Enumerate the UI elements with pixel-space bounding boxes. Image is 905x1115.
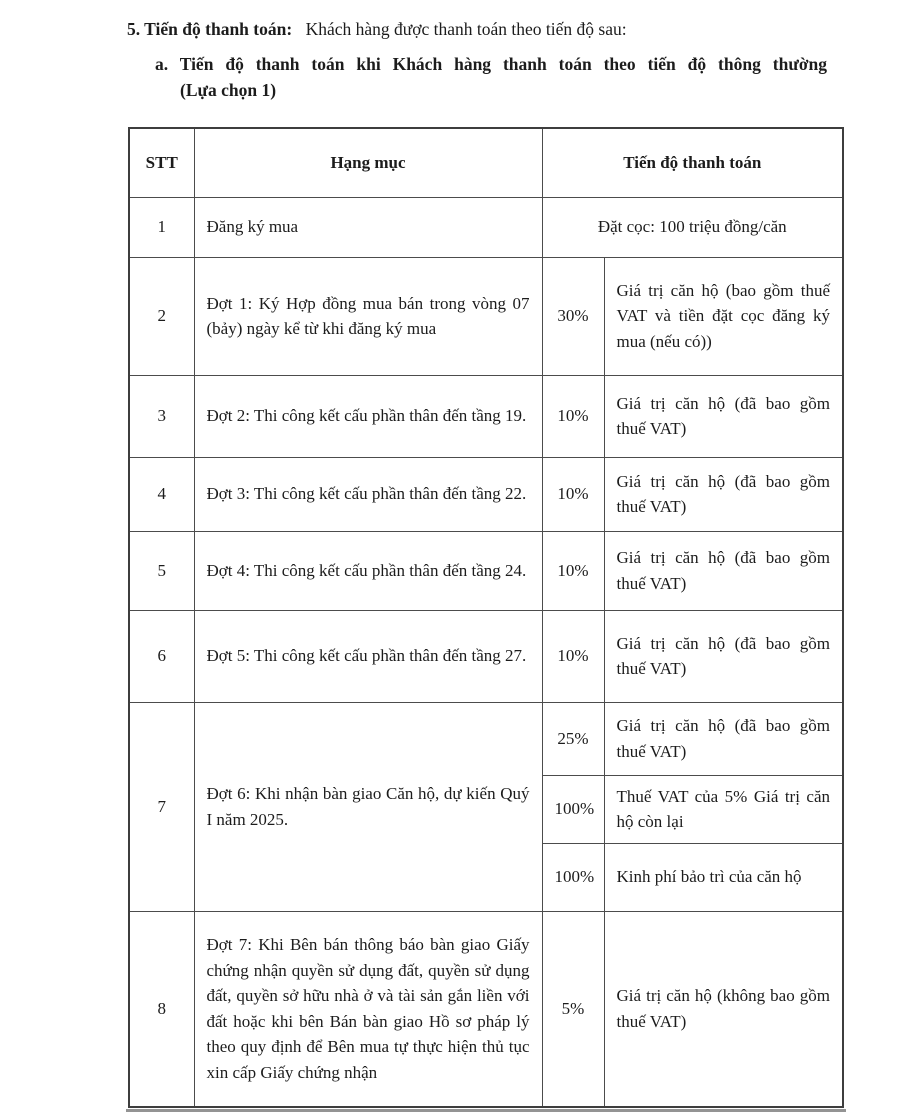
cell-percent: 10% — [542, 531, 604, 610]
table-row — [129, 375, 843, 457]
cell-deposit: Đặt cọc: 100 triệu đồng/căn — [542, 197, 843, 257]
cell-stt: 7 — [129, 702, 194, 911]
cell-item: Đợt 7: Khi Bên bán thông báo bàn giao Giấy chứng nhận quyền sử dụng đất, quyền sử dụng đất, quyền sở hữu nhà ở và tài sản gắn liền với đất hoặc khi bên Bán bàn giao Hồ sơ pháp lý theo quy định để Bên mua tự thực hiện thủ tục xin cấp Giấy chứng nhận — [194, 911, 542, 1107]
cell-item: Đợt 6: Khi nhận bàn giao Căn hộ, dự kiến Quý I năm 2025. — [194, 702, 542, 911]
table-row — [129, 457, 843, 531]
table-header-row — [129, 128, 843, 197]
subsection-heading-line2: (Lựa chọn 1) — [180, 79, 277, 100]
cell-percent: 100% — [542, 843, 604, 911]
cell-percent: 10% — [542, 375, 604, 457]
cell-stt: 1 — [129, 197, 194, 257]
section-heading — [127, 17, 905, 42]
cell-description: Giá trị căn hộ (đã bao gồm thuế VAT) — [604, 375, 843, 457]
cell-stt: 3 — [129, 375, 194, 457]
table-bottom-shadow — [126, 1109, 846, 1112]
cell-description: Giá trị căn hộ (không bao gồm thuế VAT) — [604, 911, 843, 1107]
cell-description: Giá trị căn hộ (đã bao gồm thuế VAT) — [604, 702, 843, 775]
section-heading-label: 5. Tiến độ thanh toán: — [127, 19, 293, 39]
cell-stt: 2 — [129, 257, 194, 375]
table-row — [129, 702, 843, 775]
cell-item: Đợt 1: Ký Hợp đồng mua bán trong vòng 07 (bảy) ngày kể từ khi đăng ký mua — [194, 257, 542, 375]
table-row — [129, 257, 843, 375]
cell-stt: 5 — [129, 531, 194, 610]
cell-item: Đợt 5: Thi công kết cấu phần thân đến tầng 27. — [194, 610, 542, 702]
cell-percent: 5% — [542, 911, 604, 1107]
column-header-stt: STT — [129, 128, 194, 197]
cell-description: Thuế VAT của 5% Giá trị căn hộ còn lại — [604, 775, 843, 843]
cell-description: Giá trị căn hộ (đã bao gồm thuế VAT) — [604, 531, 843, 610]
cell-stt: 6 — [129, 610, 194, 702]
payment-schedule-table — [128, 127, 844, 1108]
cell-item: Đăng ký mua — [194, 197, 542, 257]
cell-description: Giá trị căn hộ (đã bao gồm thuế VAT) — [604, 610, 843, 702]
cell-description: Giá trị căn hộ (đã bao gồm thuế VAT) — [604, 457, 843, 531]
cell-item: Đợt 4: Thi công kết cấu phần thân đến tầng 24. — [194, 531, 542, 610]
cell-item: Đợt 3: Thi công kết cấu phần thân đến tầng 22. — [194, 457, 542, 531]
cell-stt: 8 — [129, 911, 194, 1107]
subsection-heading-line1: a. Tiến độ thanh toán khi Khách hàng thanh toán theo tiến độ thông thường — [155, 53, 827, 74]
table-row — [129, 911, 843, 1107]
column-header-tien-do: Tiến độ thanh toán — [542, 128, 843, 197]
cell-percent: 10% — [542, 610, 604, 702]
cell-stt: 4 — [129, 457, 194, 531]
cell-percent: 100% — [542, 775, 604, 843]
cell-item: Đợt 2: Thi công kết cấu phần thân đến tầng 19. — [194, 375, 542, 457]
cell-description: Kinh phí bảo trì của căn hộ — [604, 843, 843, 911]
table-row — [129, 197, 843, 257]
table-row — [129, 610, 843, 702]
column-header-hang-muc: Hạng mục — [194, 128, 542, 197]
cell-percent: 30% — [542, 257, 604, 375]
subsection-heading — [155, 51, 827, 104]
table-row — [129, 531, 843, 610]
cell-percent: 10% — [542, 457, 604, 531]
cell-percent: 25% — [542, 702, 604, 775]
section-heading-text: Khách hàng được thanh toán theo tiến độ sau: — [305, 19, 627, 39]
cell-description: Giá trị căn hộ (bao gồm thuế VAT và tiền đặt cọc đăng ký mua (nếu có)) — [604, 257, 843, 375]
